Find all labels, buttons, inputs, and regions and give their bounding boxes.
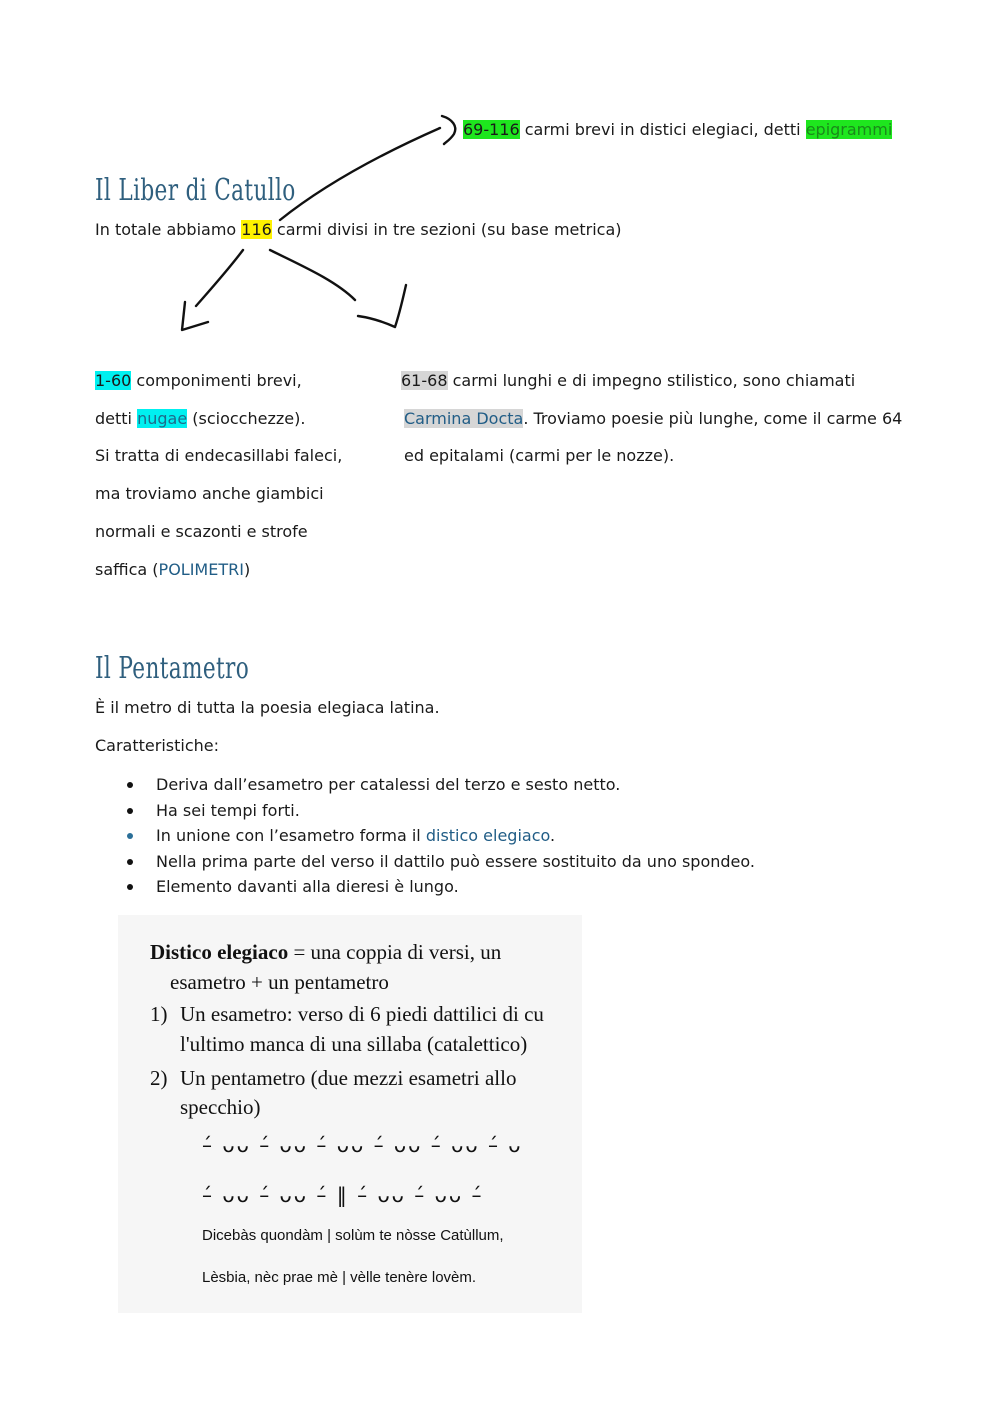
figure-line2: esametro + un pentametro bbox=[170, 970, 389, 994]
left-col-line3: Si tratta di endecasillabi faleci, bbox=[95, 446, 343, 465]
term-nugae: nugae bbox=[137, 409, 188, 428]
figure-example1: Dicebàs quondàm | solùm te nòsse Catùllum, bbox=[202, 1227, 504, 1244]
range-61-68: 61-68 bbox=[401, 371, 448, 390]
left-col-line2-post: (sciocchezze). bbox=[187, 409, 306, 428]
number-116: 116 bbox=[241, 220, 272, 239]
list-item-text: Nella prima parte del verso il dattilo può essere sostituito da uno spondeo. bbox=[156, 851, 755, 871]
intro-post: carmi divisi in tre sezioni (su base metrica) bbox=[271, 220, 622, 239]
left-col-line6 bbox=[95, 559, 250, 581]
figure-item1-a: Un esametro: verso di 6 piedi dattilici di cu bbox=[180, 1002, 544, 1026]
left-col-line1-text: componimenti brevi, bbox=[131, 371, 302, 390]
heading-pentametro: Il Pentametro bbox=[95, 651, 250, 686]
arrow-to-nugae bbox=[196, 250, 243, 306]
intro-paragraph bbox=[95, 219, 622, 241]
bullet-icon bbox=[127, 884, 133, 890]
figure-item1-b: l'ultimo manca di una sillaba (catalettico) bbox=[180, 1032, 528, 1056]
left-col-line6-pre: saffica ( bbox=[95, 560, 159, 579]
left-col-line6-post: ) bbox=[243, 560, 251, 579]
bullet-icon bbox=[127, 782, 133, 788]
list-item-text: Deriva dall’esametro per catalessi del terzo e sesto netto. bbox=[156, 775, 621, 794]
figure-example2: Lèsbia, nèc prae mè | vèlle tenère lovèm. bbox=[202, 1269, 477, 1286]
caratteristiche-list bbox=[95, 772, 755, 900]
term-carmina-docta: Carmina Docta bbox=[404, 409, 524, 428]
arrow-to-carmina-docta bbox=[270, 250, 355, 300]
heading-liber-catullo: Il Liber di Catullo bbox=[95, 173, 296, 208]
left-col-line2-pre: detti bbox=[95, 409, 138, 428]
figure-meter-hexameter: –́ ᴗᴗ –́ ᴗᴗ –́ ᴗᴗ –́ ᴗᴗ –́ ᴗᴗ –́ ᴗ bbox=[202, 1133, 523, 1157]
figure-item2-b: specchio) bbox=[180, 1095, 261, 1119]
figure-item2-a: Un pentametro (due mezzi esametri allo bbox=[180, 1066, 517, 1090]
list-item-text-end: . bbox=[550, 826, 556, 845]
pentametro-intro: È il metro di tutta la poesia elegiaca latina. bbox=[95, 698, 440, 717]
arrow-head-carmina-docta bbox=[358, 285, 406, 327]
top-note bbox=[463, 119, 892, 141]
list-item-text: Elemento davanti alla dieresi è lungo. bbox=[156, 877, 459, 896]
bullet-icon bbox=[127, 833, 133, 839]
figure-item2-num: 2) bbox=[150, 1066, 168, 1090]
term-epigrammi: epigrammi bbox=[805, 120, 893, 139]
right-col-line2 bbox=[404, 408, 902, 430]
left-col-line1 bbox=[95, 370, 302, 392]
list-item bbox=[95, 874, 755, 900]
range-69-116: 69-116 bbox=[463, 120, 520, 139]
left-col-line4: ma troviamo anche giambici bbox=[95, 484, 324, 503]
distico-elegiaco-figure bbox=[118, 915, 582, 1313]
left-col-line2 bbox=[95, 408, 305, 430]
figure-line1 bbox=[150, 939, 501, 965]
right-col-line2-post: . Troviamo poesie più lunghe, come il carme 64 bbox=[523, 409, 903, 428]
right-col-line3: ed epitalami (carmi per le nozze). bbox=[404, 446, 675, 465]
list-item bbox=[95, 798, 755, 824]
term-distico-elegiaco: distico elegiaco bbox=[425, 826, 551, 845]
arrow-head-epigrammi bbox=[442, 116, 455, 144]
intro-pre: In totale abbiamo bbox=[95, 220, 242, 239]
figure-line1-bold: Distico elegiaco bbox=[150, 940, 289, 964]
figure-line1-rest: = una coppia di versi, un bbox=[288, 940, 502, 964]
list-item bbox=[95, 849, 755, 875]
list-item-text: In unione con l’esametro forma il bbox=[156, 826, 426, 845]
figure-meter-pentameter: –́ ᴗᴗ –́ ᴗᴗ –́ ‖ –́ ᴗᴗ –́ ᴗᴗ –́ bbox=[202, 1183, 484, 1207]
list-item bbox=[95, 823, 755, 849]
figure-item1-num: 1) bbox=[150, 1002, 168, 1026]
right-col-line1-text: carmi lunghi e di impegno stilistico, sono chiamati bbox=[447, 371, 856, 390]
bullet-icon bbox=[127, 808, 133, 814]
list-item-text: Ha sei tempi forti. bbox=[156, 800, 300, 820]
caratteristiche-label: Caratteristiche: bbox=[95, 736, 219, 755]
arrow-to-epigrammi bbox=[280, 128, 440, 220]
left-col-line5: normali e scazonti e strofe bbox=[95, 522, 308, 541]
term-polimetri: POLIMETRI bbox=[158, 560, 244, 579]
top-note-text: carmi brevi in distici elegiaci, detti bbox=[519, 120, 806, 139]
bullet-icon bbox=[127, 859, 133, 865]
right-col-line1 bbox=[401, 370, 855, 392]
list-item bbox=[95, 772, 755, 798]
range-1-60: 1-60 bbox=[95, 371, 132, 390]
